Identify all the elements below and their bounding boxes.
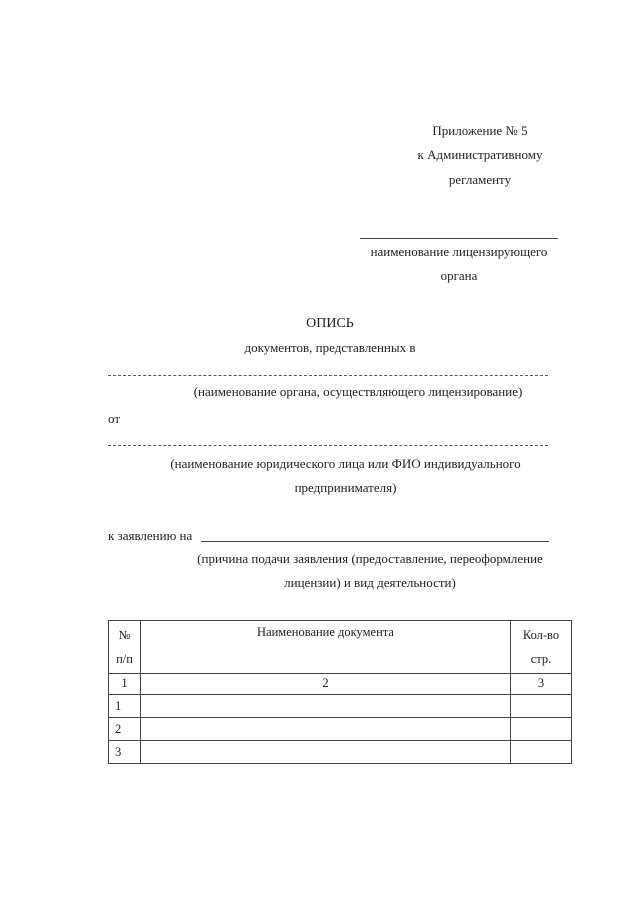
table-row (109, 718, 572, 741)
page-title: ОПИСЬ (306, 316, 354, 331)
row-number: 1 (109, 695, 141, 718)
reason-caption-2: лицензии) и вид деятельности) (284, 575, 456, 590)
page-subtitle: документов, представленных в (244, 340, 416, 355)
applicant-caption-2: предпринимателя) (294, 480, 397, 495)
appendix-reference: к Административному (417, 147, 543, 162)
header-document-name: Наименование документа (141, 621, 511, 674)
documents-table (108, 620, 572, 764)
column-number: 2 (141, 674, 511, 695)
page-count-cell[interactable] (511, 741, 572, 764)
reason-caption: (причина подачи заявления (предоставление, переоформление (197, 551, 543, 566)
table-row (109, 695, 572, 718)
header-page-count (511, 621, 572, 674)
page-count-cell[interactable] (511, 695, 572, 718)
header-number-abbr: п/п (116, 652, 133, 666)
document-name-cell[interactable] (141, 695, 511, 718)
header-number-symbol: № (118, 628, 131, 642)
row-number: 2 (109, 718, 141, 741)
table-row (109, 741, 572, 764)
organ-caption: (наименование органа, осуществляющего лицензирование) (193, 384, 523, 399)
header-number (109, 621, 141, 674)
authority-caption: наименование лицензирующего (370, 244, 548, 259)
page-count-cell[interactable] (511, 718, 572, 741)
from-label: от (108, 411, 121, 426)
appendix-number: Приложение № 5 (432, 123, 528, 138)
header-page-count-label: Кол-во (522, 628, 560, 642)
organ-name-line (108, 375, 548, 376)
appendix-regulation: регламенту (448, 172, 512, 187)
header-page-count-unit: стр. (530, 652, 552, 666)
authority-caption-2: органа (440, 268, 478, 283)
application-label: к заявлению на (108, 528, 193, 543)
applicant-caption: (наименование юридического лица или ФИО индивидуального (170, 456, 521, 471)
document-name-cell[interactable] (141, 718, 511, 741)
column-number: 1 (109, 674, 141, 695)
document-name-cell[interactable] (141, 741, 511, 764)
authority-name-line (360, 238, 558, 239)
application-reason-line (201, 541, 549, 542)
column-number-row (109, 674, 572, 695)
row-number: 3 (109, 741, 141, 764)
applicant-name-line (108, 445, 548, 446)
table-header-row (109, 621, 572, 674)
column-number: 3 (511, 674, 572, 695)
